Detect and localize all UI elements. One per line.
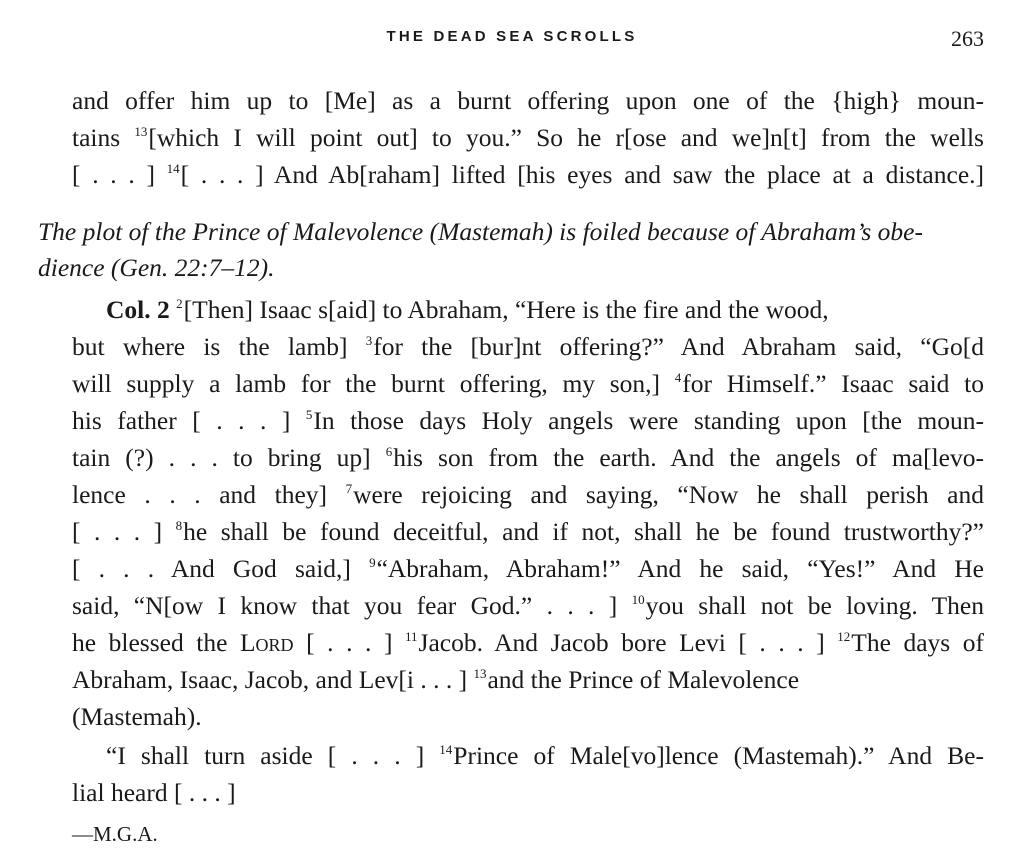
text-run: “I shall turn aside [ . . . ] (106, 741, 440, 770)
verse-number: 10 (631, 592, 645, 607)
text-run: tain (?) . . . to bring up] (72, 443, 386, 472)
text-line (72, 661, 984, 698)
translator-signature: —M.G.A. (72, 822, 158, 846)
text-run: Abraham, Isaac, Jacob, and Lev[i . . . ] (72, 665, 474, 694)
text-line (72, 513, 984, 550)
text-run: for the [bur]nt offering?” And Abraham said, “Go[d (373, 332, 984, 361)
running-head (0, 28, 1024, 52)
text-line: lial heard [ . . . ] (72, 778, 236, 807)
text-run: will supply a lamb for the burnt offering, my son,] (72, 369, 675, 398)
verse-number: 12 (837, 629, 851, 644)
verse-number: 14 (166, 161, 180, 176)
text-run: but where is the lamb] (72, 332, 366, 361)
column-label: Col. 2 (106, 295, 170, 324)
text-run: [which I will point out] to you.” So he r[ose and we]n[t] from the wells (148, 123, 984, 152)
section-introduction (38, 214, 984, 286)
text-run: his father [ . . . ] (72, 406, 306, 435)
verse-number: 8 (175, 518, 183, 533)
text-line (72, 402, 984, 439)
text-run: you shall not be loving. Then (645, 591, 984, 620)
text-run: [ . . . And God said,] (72, 554, 370, 583)
text-run: “Abraham, Abraham!” And he said, “Yes!” And He (376, 554, 984, 583)
text-line (72, 119, 984, 156)
intro-line: The plot of the Prince of Malevolence (Mastemah) is foiled because of Abraham’s obe- (38, 217, 923, 246)
paragraph-genesis-offering (72, 82, 984, 193)
text-run: said, “N[ow I know that you fear God.” . . . ] (72, 591, 632, 620)
text-line (72, 291, 984, 328)
text-run: his son from the earth. And the angels of ma[levo- (393, 443, 984, 472)
verse-number: 2 (176, 296, 183, 311)
text-run: In those days Holy angels were standing upon [the moun- (313, 406, 984, 435)
divine-name: Lord (239, 628, 294, 657)
text-run: The days of (851, 628, 985, 657)
text-line (72, 737, 984, 774)
verse-number: 5 (305, 407, 313, 422)
page-number: 263 (951, 26, 984, 51)
verse-number: 9 (369, 555, 376, 570)
text-run: [ . . . ] (72, 517, 176, 546)
text-run: and the Prince of Malevolence (487, 665, 800, 694)
text-run: [ . . . ] And Ab[raham] lifted [his eyes and saw the place at a distance.] (180, 160, 984, 189)
text-line (72, 156, 984, 193)
text-line (72, 82, 984, 119)
text-run: [ . . . ] (293, 628, 406, 657)
text-run: he blessed the (72, 628, 240, 657)
verse-number: 14 (439, 742, 453, 757)
text-line: (Mastemah). (72, 702, 202, 731)
text-run: tains (72, 123, 135, 152)
text-line (72, 587, 984, 624)
text-line (72, 439, 984, 476)
text-run: lence . . . and they] (72, 480, 346, 509)
verse-number: 13 (473, 666, 487, 681)
text-run: and offer him up to [Me] as a burnt offering upon one of the {high} moun- (72, 86, 984, 115)
paragraph-belial (72, 737, 984, 811)
text-run: [ . . . ] (72, 160, 167, 189)
text-run: [Then] Isaac s[aid] to Abraham, “Here is the fire and the wood, (183, 295, 829, 324)
verse-number: 6 (385, 444, 393, 459)
text-run: for Himself.” Isaac said to (682, 369, 984, 398)
verse-number: 11 (405, 629, 418, 644)
text-line (72, 365, 984, 402)
verse-number: 13 (134, 124, 148, 139)
running-title: THE DEAD SEA SCROLLS (386, 28, 638, 45)
text-line (72, 550, 984, 587)
text-run: Prince of Male[vo]lence (Mastemah).” And Be- (453, 741, 984, 770)
verse-number: 3 (365, 333, 373, 348)
paragraph-column-2 (72, 291, 984, 735)
text-line (72, 328, 984, 365)
intro-line: dience (Gen. 22:7–12). (38, 253, 275, 282)
text-line (72, 476, 984, 513)
text-run: were rejoicing and saying, “Now he shall perish and (353, 480, 984, 509)
verse-number: 7 (345, 481, 353, 496)
text-line (72, 624, 984, 661)
text-run: he shall be found deceitful, and if not, shall he be found trustworthy?” (183, 517, 984, 546)
text-run: Jacob. And Jacob bore Levi [ . . . ] (418, 628, 838, 657)
verse-number: 4 (674, 370, 682, 385)
